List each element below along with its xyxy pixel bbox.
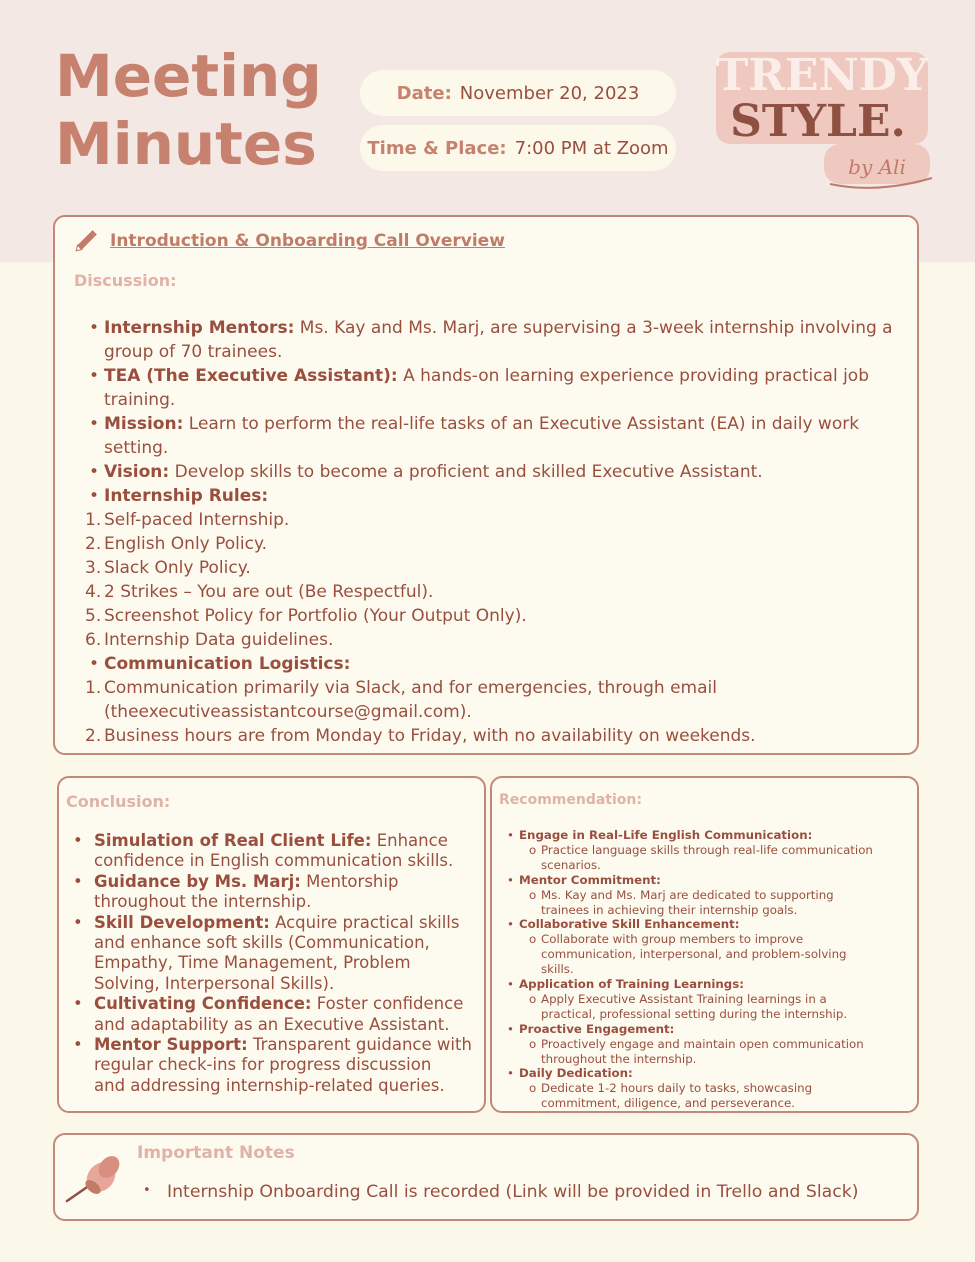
list-item-text: trainees in achieving their internship goals. bbox=[541, 902, 798, 917]
bullet-marker: • bbox=[507, 1066, 514, 1081]
logo-signature: by Ali bbox=[848, 155, 906, 179]
list-item-heading: Communication Logistics: bbox=[104, 654, 351, 674]
list-item-text: Mission: Learn to perform the real-life tasks of an Executive Assistant (EA) in daily work bbox=[104, 414, 860, 434]
sub-bullet-marker: o bbox=[529, 932, 537, 947]
bullet-marker: • bbox=[89, 318, 100, 338]
list-item-text: Screenshot Policy for Portfolio (Your Output Only). bbox=[104, 606, 527, 626]
bullet-marker: • bbox=[507, 1021, 514, 1036]
list-item-text: practical, professional setting during the internship. bbox=[541, 1006, 848, 1021]
logo-line-2: STYLE. bbox=[730, 96, 906, 147]
list-item-heading: Guidance by Ms. Marj: bbox=[94, 871, 301, 891]
conclusion-label: Conclusion: bbox=[66, 792, 171, 811]
number-marker: 2. bbox=[85, 534, 102, 554]
logo-line-1: TRENDY bbox=[715, 50, 929, 101]
list-item-text: Guidance by Ms. Marj: Mentorship bbox=[94, 871, 399, 891]
number-marker: 4. bbox=[85, 582, 102, 602]
list-item-text bbox=[519, 1022, 674, 1037]
bullet-marker: • bbox=[89, 486, 100, 506]
list-item-text: English Only Policy. bbox=[104, 534, 268, 554]
bullet-marker: • bbox=[507, 828, 514, 842]
intro-card bbox=[53, 215, 919, 755]
list-item-text: Slack Only Policy. bbox=[104, 558, 251, 578]
page-title bbox=[55, 42, 322, 178]
sub-bullet-marker: o bbox=[529, 842, 537, 857]
list-item-text bbox=[104, 484, 268, 508]
number-marker: 5. bbox=[85, 606, 102, 626]
bullet-marker: • bbox=[507, 917, 514, 932]
pushpin-icon bbox=[63, 1149, 127, 1205]
list-item-text: setting. bbox=[104, 438, 169, 458]
list-item-text: skills. bbox=[541, 962, 574, 977]
list-item-text: confidence in English communication skills. bbox=[94, 851, 454, 871]
list-item-text: scenarios. bbox=[541, 857, 601, 872]
list-item-text: Empathy, Time Management, Problem bbox=[94, 953, 411, 973]
list-item-text: TEA (The Executive Assistant): A hands-on learning experience providing practical job bbox=[104, 366, 869, 386]
list-item-text: commitment, diligence, and perseverance. bbox=[541, 1096, 795, 1111]
list-item-text: and adaptability as an Executive Assistant. bbox=[94, 1014, 450, 1034]
date-label: Date: bbox=[396, 82, 452, 104]
list-item-text: Business hours are from Monday to Friday, with no availability on weekends. bbox=[104, 726, 756, 746]
recommendation-label: Recommendation: bbox=[499, 792, 642, 808]
list-item-text: Practice language skills through real-life communication bbox=[541, 842, 873, 857]
discussion-label: Discussion: bbox=[74, 271, 177, 290]
list-item-text: training. bbox=[104, 390, 176, 410]
list-item-text: communication, interpersonal, and problem-solving bbox=[541, 947, 847, 962]
bullet-marker: • bbox=[89, 366, 100, 386]
list-item-text bbox=[519, 917, 739, 932]
list-item-text: Mentor Support: Transparent guidance with bbox=[94, 1035, 472, 1054]
time-place-pill bbox=[360, 125, 676, 171]
list-item-heading: Internship Rules: bbox=[104, 486, 269, 506]
number-marker: 1. bbox=[85, 510, 102, 530]
list-item-text: Dedicate 1-2 hours daily to tasks, showcasing bbox=[541, 1081, 813, 1096]
list-item-text: 2 Strikes – You are out (Be Respectful). bbox=[104, 582, 434, 602]
list-item-text: Collaborate with group members to improve bbox=[541, 932, 804, 947]
list-item-heading: Application of Training Learnings: bbox=[519, 977, 744, 991]
list-item-text: Cultivating Confidence: Foster confidence bbox=[94, 994, 464, 1014]
pencil-icon bbox=[73, 228, 99, 254]
list-item-text: Proactively engage and maintain open communication bbox=[541, 1036, 864, 1051]
bullet-marker: • bbox=[89, 414, 100, 434]
recommendation-card bbox=[490, 776, 919, 1113]
list-item-text bbox=[519, 873, 661, 888]
list-item-text: Ms. Kay and Ms. Marj are dedicated to supporting bbox=[541, 887, 834, 902]
title-line-1: Meeting bbox=[55, 42, 322, 110]
list-item-text: Communication primarily via Slack, and for emergencies, through email bbox=[104, 678, 717, 698]
number-marker: 2. bbox=[85, 726, 102, 746]
intro-title: Introduction & Onboarding Call Overview bbox=[110, 231, 505, 251]
list-item-text: regular check-ins for progress discussion bbox=[94, 1055, 432, 1075]
bullet-marker: • bbox=[507, 977, 514, 991]
list-item-text: Internship Data guidelines. bbox=[104, 630, 334, 650]
list-item-text: throughout the internship. bbox=[541, 1051, 697, 1066]
notes-label: Important Notes bbox=[137, 1143, 295, 1163]
list-item-text: Vision: Develop skills to become a proficient and skilled Executive Assistant. bbox=[104, 462, 763, 482]
title-line-2: Minutes bbox=[55, 110, 317, 178]
list-item-heading: Engage in Real-Life English Communication: bbox=[519, 828, 813, 842]
bullet-marker: • bbox=[507, 872, 514, 887]
list-item-text: group of 70 trainees. bbox=[104, 342, 283, 362]
list-item-heading: Mentor Commitment: bbox=[519, 872, 661, 887]
list-item-text: and addressing internship-related queries. bbox=[94, 1075, 445, 1095]
list-item-heading: Collaborative Skill Enhancement: bbox=[519, 917, 740, 932]
list-item-text: Solving, Interpersonal Skills). bbox=[94, 973, 335, 993]
sub-bullet-marker: o bbox=[529, 1036, 537, 1051]
list-item-text: (theexecutiveassistantcourse@gmail.com). bbox=[104, 702, 472, 722]
list-item-text: throughout the internship. bbox=[94, 892, 312, 912]
bullet-marker: • bbox=[73, 912, 83, 932]
list-item-heading: Simulation of Real Client Life: bbox=[94, 831, 372, 850]
list-item-text bbox=[104, 652, 350, 676]
list-item-text: Self-paced Internship. bbox=[104, 510, 290, 530]
brand-logo bbox=[712, 46, 934, 192]
list-item-heading: Cultivating Confidence: bbox=[94, 994, 312, 1014]
bullet-marker: • bbox=[73, 871, 83, 891]
bullet-marker: • bbox=[89, 462, 100, 482]
number-marker: 6. bbox=[85, 630, 102, 650]
number-marker: 3. bbox=[85, 558, 102, 578]
list-item-heading: Internship Mentors: bbox=[104, 318, 295, 338]
list-item-text: Internship Mentors: Ms. Kay and Ms. Marj, are supervising a 3-week internship involving a bbox=[104, 318, 893, 338]
list-item-heading: Skill Development: bbox=[94, 912, 270, 932]
time-place-value: 7:00 PM at Zoom bbox=[514, 137, 669, 159]
notes-item: Internship Onboarding Call is recorded (Link will be provided in Trello and Slack) bbox=[167, 1182, 859, 1202]
important-notes-card bbox=[53, 1133, 919, 1221]
list-item-text: Skill Development: Acquire practical skills bbox=[94, 912, 460, 932]
list-item-text bbox=[519, 977, 744, 992]
list-item-heading: Daily Dedication: bbox=[519, 1066, 633, 1081]
list-item-text: Apply Executive Assistant Training learnings in a bbox=[541, 991, 827, 1006]
conclusion-card bbox=[57, 776, 486, 1113]
list-item-heading: Mission: bbox=[104, 414, 184, 434]
sub-bullet-marker: o bbox=[529, 1081, 537, 1096]
list-item-text: and enhance soft skills (Communication, bbox=[94, 933, 430, 952]
number-marker: 1. bbox=[85, 678, 102, 698]
bullet-marker: • bbox=[89, 654, 100, 674]
notes-bullet: • bbox=[143, 1183, 151, 1198]
bullet-marker: • bbox=[73, 1035, 83, 1054]
bullet-marker: • bbox=[73, 831, 83, 850]
date-value: November 20, 2023 bbox=[459, 82, 640, 104]
list-item-heading: Proactive Engagement: bbox=[519, 1021, 675, 1036]
bullet-marker: • bbox=[73, 994, 83, 1014]
list-item-heading: Vision: bbox=[104, 462, 170, 482]
sub-bullet-marker: o bbox=[529, 887, 537, 902]
list-item-text bbox=[519, 1066, 633, 1081]
sub-bullet-marker: o bbox=[529, 991, 537, 1006]
list-item-text bbox=[519, 828, 812, 843]
date-pill bbox=[360, 70, 676, 116]
list-item-text: Simulation of Real Client Life: Enhance bbox=[94, 831, 448, 850]
list-item-heading: TEA (The Executive Assistant): bbox=[104, 366, 398, 386]
time-place-label: Time & Place: bbox=[367, 137, 507, 159]
list-item-heading: Mentor Support: bbox=[94, 1035, 248, 1054]
